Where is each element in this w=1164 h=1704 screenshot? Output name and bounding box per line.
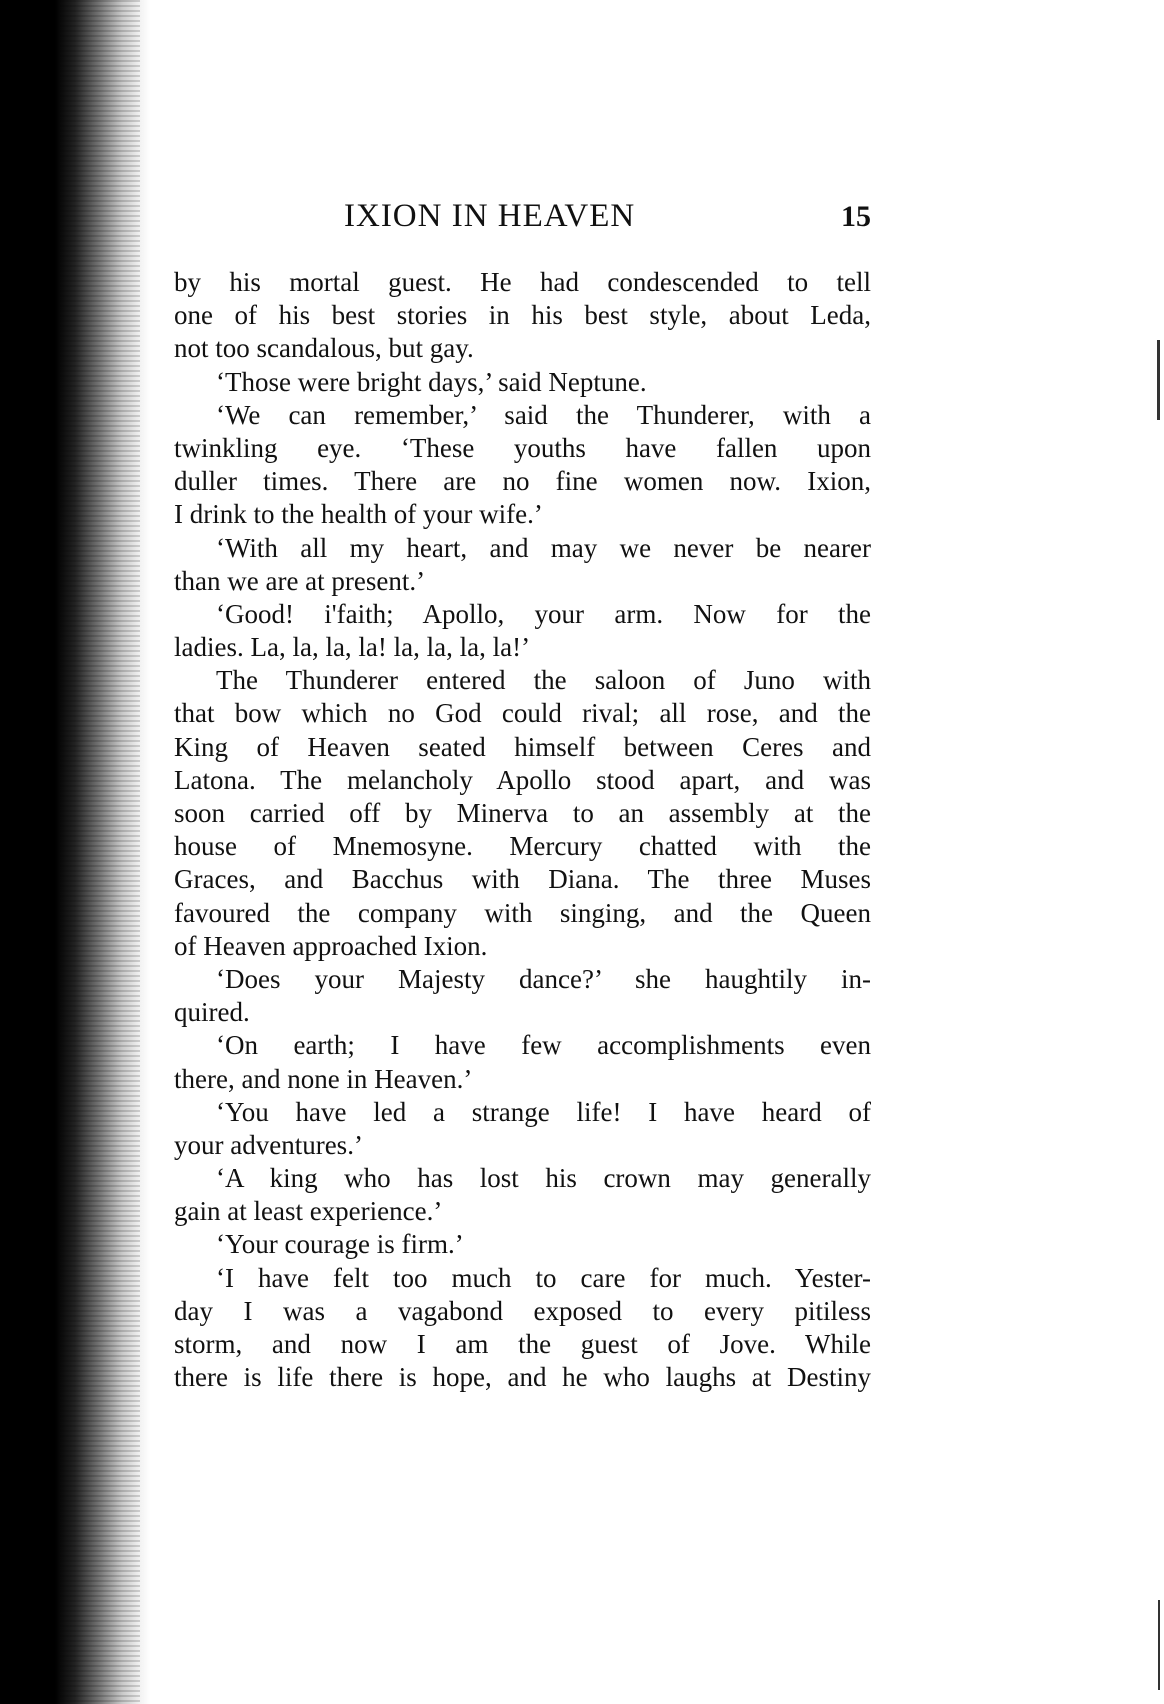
text-line: ‘Good! i'faith; Apollo, your arm. Now for the: [216, 598, 871, 629]
text-line: King of Heaven seated himself between Ceres and: [174, 731, 871, 762]
page-header: [174, 198, 871, 238]
text-line: than we are at present.’: [174, 565, 426, 596]
text-line: day I was a vagabond exposed to every pitiless: [174, 1295, 871, 1326]
text-line: your adventures.’: [174, 1129, 363, 1160]
page-number: 15: [841, 200, 871, 233]
text-line: ‘Does your Majesty dance?’ she haughtily in-: [216, 963, 871, 994]
scan-noise: [60, 0, 140, 1704]
body-text: [174, 266, 871, 1394]
text-line: ‘Those were bright days,’ said Neptune.: [216, 366, 647, 397]
text-line: I drink to the health of your wife.’: [174, 499, 543, 530]
text-line: by his mortal guest. He had condescended to tell: [174, 267, 871, 297]
text-line: The Thunderer entered the saloon of Juno with: [216, 665, 871, 696]
text-line: ‘A king who has lost his crown may generally: [216, 1163, 871, 1194]
text-line: there, and none in Heaven.’: [174, 1063, 473, 1094]
text-line: storm, and now I am the guest of Jove. While: [174, 1329, 871, 1359]
text-line: ‘On earth; I have few accomplishments even: [216, 1030, 871, 1061]
text-line: favoured the company with singing, and the Queen: [174, 897, 871, 928]
text-line: ‘Your courage is firm.’: [216, 1229, 464, 1260]
text-line: quired.: [174, 997, 250, 1028]
text-line: not too scandalous, but gay.: [174, 333, 474, 364]
scan-edge-mark: [1158, 1600, 1160, 1690]
text-line: house of Mnemosyne. Mercury chatted with the: [174, 831, 871, 862]
text-line: that bow which no God could rival; all rose, and the: [174, 698, 871, 729]
text-line: Graces, and Bacchus with Diana. The three Muses: [174, 864, 871, 895]
text-line: ‘I have felt too much to care for much. Yester-: [216, 1262, 871, 1293]
text-line: twinkling eye. ‘These youths have fallen upon: [174, 432, 871, 463]
text-line: ‘We can remember,’ said the Thunderer, with a: [216, 399, 871, 430]
text-line: ‘With all my heart, and may we never be nearer: [216, 532, 871, 563]
text-line: soon carried off by Minerva to an assembly at the: [174, 798, 871, 828]
text-line: duller times. There are no fine women now. Ixion,: [174, 466, 871, 497]
text-line: gain at least experience.’: [174, 1196, 443, 1227]
text-line: of Heaven approached Ixion.: [174, 930, 488, 961]
text-line: one of his best stories in his best style, about Leda,: [174, 300, 871, 331]
text-line: there is life there is hope, and he who laughs at Destiny: [174, 1362, 871, 1393]
running-title: IXION IN HEAVEN: [344, 198, 636, 234]
scan-edge-mark: [1157, 340, 1160, 420]
text-line: ‘You have led a strange life! I have heard of: [216, 1096, 871, 1127]
text-line: Latona. The melancholy Apollo stood apart, and was: [174, 764, 871, 795]
text-line: ladies. La, la, la, la! la, la, la, la!’: [174, 632, 531, 663]
